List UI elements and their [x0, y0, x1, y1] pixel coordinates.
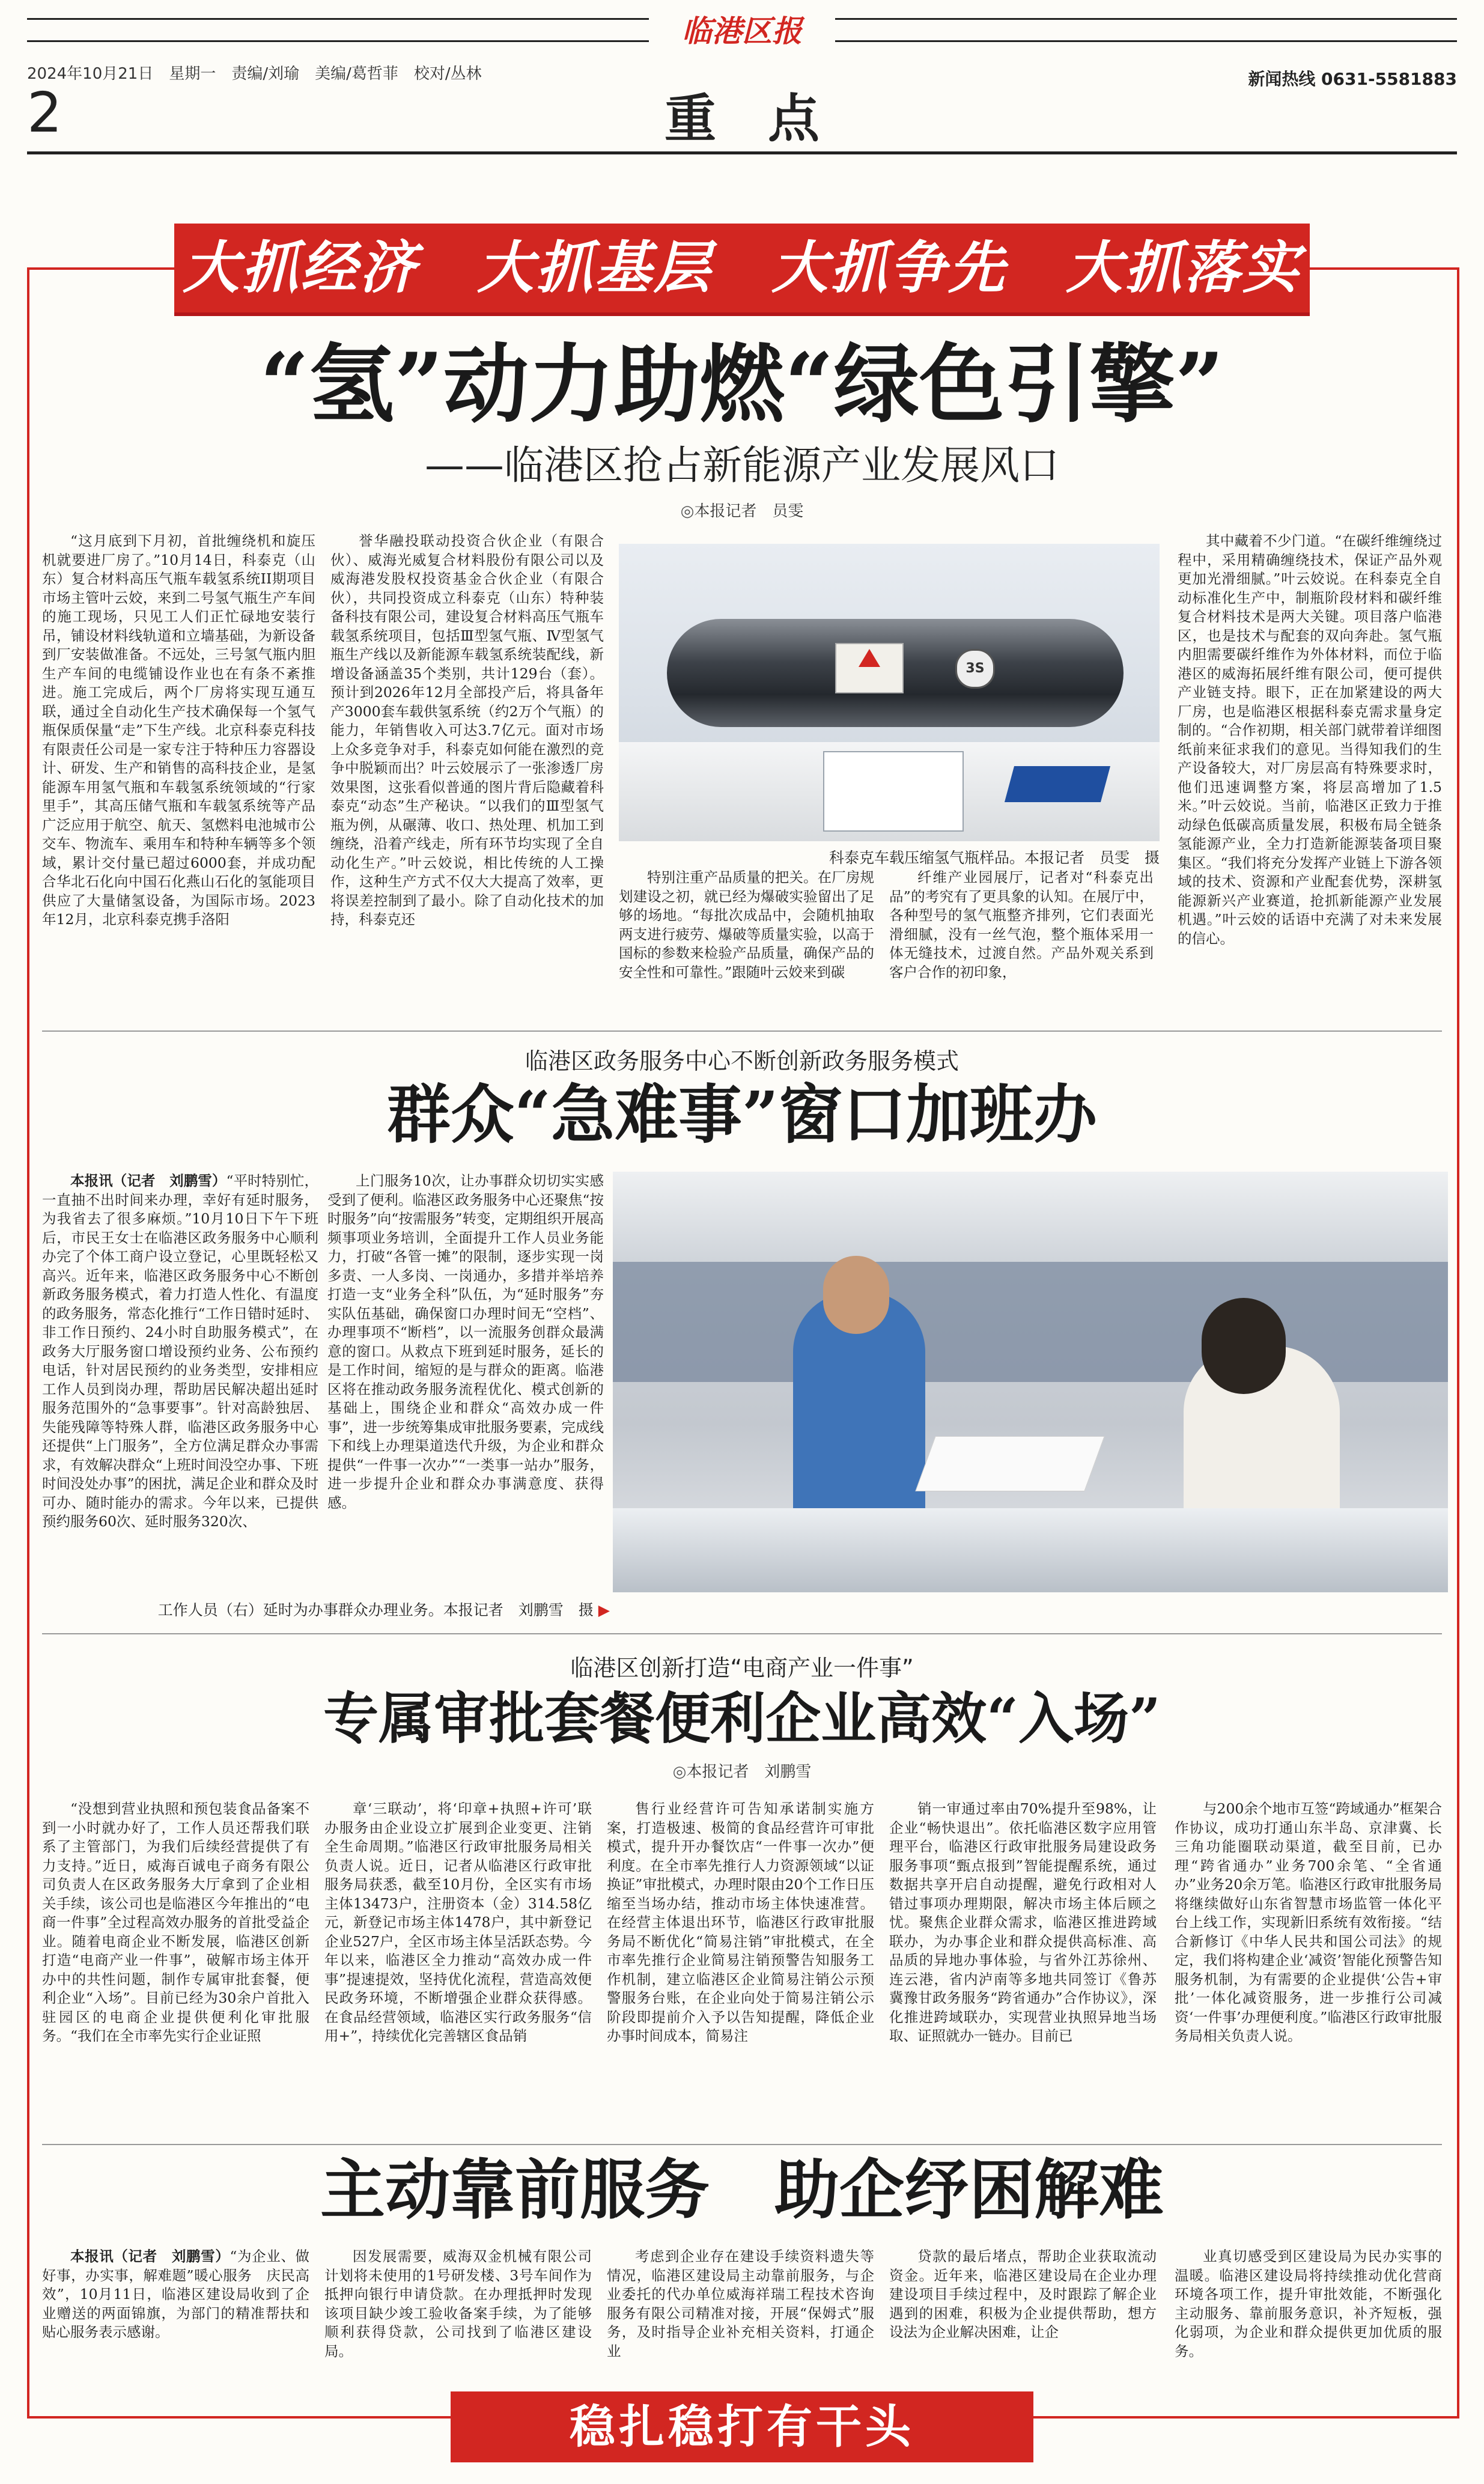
- staff-head: [823, 1256, 889, 1334]
- article1-byline-text: 本报记者 员雯: [694, 502, 804, 520]
- article2-photo-caption-text: 工作人员（右）延时为办事群众办理业务。本报记者 刘鹏雪 摄: [157, 1601, 594, 1619]
- desk-paper: [915, 1436, 1104, 1491]
- triangle-right-icon: ▶: [598, 1601, 610, 1619]
- warning-triangle-icon: [859, 649, 880, 667]
- byline-mark-icon: ◎: [672, 1763, 687, 1781]
- cylinder-3s-tag: 3S: [955, 649, 995, 689]
- cylinder-warning-label: [835, 643, 904, 693]
- top-banner-text: 大抓经济 大抓基层 大抓争先 大抓落实: [182, 235, 1301, 301]
- divider-1: [42, 1030, 1442, 1032]
- article4-col-1-text: “为企业、做好事，办实事，解难题”暖心服务 庆民高效”，10月11日，临港区建设局收到了企业赠送的两面锦旗，为部门的精准帮扶和贴心服务表示感谢。: [42, 2248, 309, 2340]
- page-number: 2: [27, 81, 62, 145]
- top-banner: [174, 224, 1310, 312]
- divider-2: [42, 1633, 1442, 1634]
- article4-col-4: 贷款的最后堵点，帮助企业获取流动资金。近年来，临港区建设局在企业办理建设项目手续过程中，及时跟踪了解企业遇到的困难，积极为企业提供帮助，想方设法为企业解决困难，让企: [889, 2248, 1157, 2340]
- masthead: [0, 0, 1484, 168]
- date-line: 2024年10月21日 星期一 责编/刘瑜 美编/葛哲菲 校对/丛林: [27, 65, 482, 83]
- footer-banner-text: 稳扎稳打有干头: [570, 2400, 914, 2453]
- article4-byline: 本报讯（记者 刘鹏雪）: [70, 2248, 230, 2265]
- article4-col-1: [42, 2247, 309, 2382]
- article1-headline: “氢”动力助燃“绿色引擎”: [260, 335, 1224, 434]
- article1-col-5: 其中藏着不少门道。“在碳纤维缠绕过程中，采用精确缠绕技术，保证产品外观更加光滑细腻。”叶云姣说。在科泰克全自动标准化生产中，制瓶阶段材料和碳纤维复合材料技术是两大关键。项目落户临港区，也是技术与配套的双向奔赴。氢气瓶内胆需要碳纤维作为外体材料，而位于临港区的威海拓展纤维有限公司，便可提供产业链支持。眼下，正在加紧建设的两大厂房，也是临港区根据科泰克需求量身定制的。“合作初期，相关部门就带着详细图纸前来征求我们的意见。当得知我们的生产设备较大，对厂房层高有特殊要求时，他们迅速调整方案，将层高增加了1.5米。”叶云姣说。当前，临港区正致力于推动绿色低碳高质量发展，积极布局全链条氢能源产业，全力打造新能源装备项目聚集区。“我们将充分发挥产业链上下游各领域的技术、资源和产业配套优势，深耕氢能源新兴产业赛道，抢抓新能源产业发展机遇。”叶云姣的话语中充满了对未来发展的信心。: [1178, 532, 1442, 947]
- article3-kicker: 临港区创新打造“电商产业一件事”: [570, 1655, 914, 1681]
- article1-photo-caption: 科泰克车载压缩氢气瓶样品。本报记者 员雯 摄: [829, 849, 1160, 866]
- article3-byline-text: 本报记者 刘鹏雪: [686, 1763, 812, 1781]
- article1-col-3: 特别注重产品质量的把关。在厂房规划建设之初，就已经为爆破实验留出了足够的场地。“每批次成品中，会随机抽取两支进行疲劳、爆破等质量实验，以高于国标的参数来检验产品质量，确保产品的安全性和可靠性。”跟随叶云姣来到碳: [619, 869, 874, 981]
- footer-banner: [451, 2391, 1033, 2462]
- article3-col-3: 售行业经营许可告知承诺制实施方案，打造极速、极简的食品经营许可审批模式，提升开办餐饮店“一件事一次办”便利度。在全市率先推行人力资源领域“以证换证”审批模式，办理时限由20个工作日压缩至当场办结，推动市场主体快速准营。在经营主体退出环节，临港区行政审批服务局不断优化“简易注销”审批模式，在全市率先推行企业简易注销预警告知服务工作机制，建立临港区企业简易注销公示预警服务台账，在企业向处于简易注销公示阶段即提前介入予以告知提醒，降低企业办事时间成本，简易注: [607, 1800, 874, 2044]
- article4-col-3: 考虑到企业存在建设手续资料遗失等情况，临港区建设局主动靠前服务，与企业委托的代办单位威海祥瑞工程技术咨询服务有限公司精准对接，开展“保姆式”服务，及时指导企业补充相关资料，打通企业: [607, 2248, 874, 2360]
- article3-headline: 专属审批套餐便利企业高效“入场”: [323, 1686, 1161, 1751]
- section-title: 重 点: [664, 88, 820, 149]
- masthead-bottom-rule: [27, 151, 1457, 154]
- article3-byline: [0, 1759, 1484, 1782]
- article2-photo: [613, 1172, 1448, 1592]
- article2-headline: 群众“急难事”窗口加班办: [387, 1077, 1097, 1152]
- article1-col-1: “这月底到下月初，首批缠绕机和旋压机就要进厂房了。”10月14日，科泰克（山东）复合材料高压气瓶车载氢系统II期项目市场主管叶云姣，来到二号氢气瓶生产车间的施工现场，只见工人们正忙碌地安装行吊，铺设材料线轨道和立墙基础，为新设备到厂安装做准备。不远处，三号氢气瓶内胆生产车间的电缆铺设作业也在有条不紊推进。施工完成后，两个厂房将实现互通互联，通过全自动化生产技术确保每一个氢气瓶保质保量“走”下生产线。北京科泰克科技有限责任公司是一家专注于特种压力容器设计、研发、生产和销售的高科技企业，是氢能源车用氢气瓶和车载氢系统领域的“行家里手”，其高压储气瓶和车载氢系统等产品广泛应用于航空、航天、氢燃料电池城市公交车、物流车、乘用车和特种车辆等多个领域，累计交付量已超过6000套，并成功配合华北石化向中国石化燕山石化的氢能项目供应了大量储氢设备，为国际市场。2023年12月，北京科泰克携手洛阳: [42, 532, 315, 928]
- office-ceiling: [613, 1172, 1448, 1262]
- article1-col-4: 纤维产业园展厅，记者对“科泰克出品”的考究有了更具象的认知。在展厅中，各种型号的氢气瓶整齐排列，它们表面光滑细腻，没有一丝气泡，整个瓶体采用一体无缝技术，过渡自然。产品外观关系到客户合作的初印象，: [889, 869, 1154, 981]
- brochure: [1005, 766, 1110, 802]
- paper-name: 临港区报: [649, 13, 835, 49]
- service-desk: [613, 1508, 1448, 1592]
- article2-col-1: [42, 1172, 318, 1592]
- article3-col-2: 章‘三联动’，将‘印章+执照+许可’联办服务由企业设立扩展到企业变更、注销全生命周期。”临港区行政审批服务局相关负责人说。近日，记者从临港区行政审批服务局获悉，截至10月份，全区实有市场主体13473户，注册资本（金）314.58亿元，新登记市场主体1478户，其中新登记企业527户，全区市场主体呈活跃态势。今年以来，临港区全力推动“高效办成一件事”提速提效，坚持优化流程，营造高效便民政务环境，不断增强企业群众获得感。在食品经营领域，临港区实行政务服务“信用+”，持续优化完善辖区食品销: [324, 1800, 592, 2044]
- citizen-head: [1202, 1298, 1286, 1394]
- product-placard: [823, 751, 964, 832]
- article1-subheadline: ——临港区抢占新能源产业发展风口: [425, 442, 1059, 489]
- article2-photo-caption: [42, 1598, 610, 1620]
- article3-col-5: 与200余个地市互签“跨域通办”框架合作协议，成功打通山东半岛、京津冀、长三角功能圈联动渠道，截至目前，已办理“跨省通办”业务700余笔、“全省通办”业务20余万笔。临港区行政审批服务局将继续做好山东省智慧市场监管一体化平台上线工作，实现新旧系统有效衔接。“结合新修订《中华人民共和国公司法》的规定，我们将构建企业‘减资’智能化预警告知服务机制，为有需要的企业提供‘公告+审批’一体化减资服务，进一步推行公司减资‘一件事’办理便利度。”临港区行政审批服务局相关负责人说。: [1175, 1800, 1442, 2044]
- article1-photo: [619, 544, 1160, 841]
- article4-col-2: 因发展需要，威海双金机械有限公司计划将未使用的1号研发楼、3号车间作为抵押向银行申请贷款。在办理抵押时发现该项目缺少竣工验收备案手续，为了能够顺利获得贷款，公司找到了临港区建设局。: [324, 2248, 592, 2360]
- article4-headline: 主动靠前服务 助企纾困解难: [320, 2152, 1164, 2228]
- hotline: 新闻热线 0631-5581883: [1248, 69, 1457, 89]
- article3-col-1: “没想到营业执照和预包装食品备案不到一小时就办好了，工作人员还帮我们联系了主管部门，为我们后续经营提供了有力支持。”近日，威海百诚电子商务有限公司负责人在区政务服务大厅拿到了企业相关手续，该公司也是临港区今年推出的“电商一件事”全过程高效办服务的首批受益企业。随着电商企业不断发展，临港区创新打造“电商产业一件事”，破解市场主体开办中的共性问题，制作专属审批套餐，便利企业“入场”。目前已经为30余户首批入驻园区的电商企业提供便利化审批服务。“我们在全市率先实行企业证照: [42, 1800, 309, 2044]
- service-window-wall: [613, 1262, 1448, 1382]
- article1-col-2: 誉华融投联动投资合伙企业（有限合伙）、威海光威复合材料股份有限公司以及威海港发股权投资基金合伙企业（有限合伙），共同投资成立科泰克（山东）特种装备科技有限公司，建设复合材料高压气瓶车载氢系统项目，包括Ⅲ型氢气瓶、Ⅳ型氢气瓶生产线以及新能源车载氢系统装配线，新增设备涵盖35个类别，共计129台（套）。预计到2026年12月全部投产后，将具备年产3000套车载供氢系统（约2万个气瓶）的能力，年销售收入可达3.7亿元。面对市场上众多竞争对手，科泰克如何能在激烈的竞争中脱颖而出？叶云姣展示了一张渗透厂房效果图，这张看似普通的图片背后隐藏着科泰克“动态”生产秘诀。“以我们的Ⅲ型氢气瓶为例，从碾薄、收口、热处理、机加工到缠绕，沿着产线走，所有环节均实现了全自动化生产。”叶云姣说，相比传统的人工操作，这种生产方式不仅大大提高了效率，更将误差控制到了最小。除了自动化技术的加持，科泰克还: [330, 532, 604, 928]
- article2-col-1-text: “平时特别忙，一直抽不出时间来办理，幸好有延时服务，为我省去了很多麻烦。”10月10日下午下班后，市民王女士在临港区政务服务中心顺利办完了个体工商户设立登记，心里既轻松又高兴。近年来，临港区政务服务中心不断创新政务服务模式，着力打造人性化、有温度的政务服务，常态化推行“工作日错时延时、非工作日预约、24小时自助服务模式”，在政务大厅服务窗口增设预约业务、公布预约电话，针对居民预约的业务类型，安排相应工作人员到岗办理，帮助居民解决超出延时服务范围外的“急事要事”。针对高龄独居、失能残障等特殊人群，临港区政务服务中心还提供“上门服务”，全方位满足群众办事需求，有效解决群众“上班时间没空办事、下班时间没处办事”的困扰，满足企业和群众及时可办、随时能办的需求。今年以来，已提供预约服务60次、延时服务320次、: [42, 1172, 318, 1530]
- article4-col-5: 业真切感受到区建设局为民办实事的温暖。临港区建设局将持续推动优化营商环境各项工作，提升审批效能，不断强化主动服务、靠前服务意识，补齐短板，强化弱项，为企业和群众提供更加优质的服务。: [1175, 2248, 1442, 2360]
- article1-byline: [0, 499, 1484, 521]
- article2-col-2: 上门服务10次，让办事群众切切实实感受到了便利。临港区政务服务中心还聚焦“按时服务”向“按需服务”转变，定期组织开展高频事项业务培训，全面提升工作人员业务能力，打破“各管一摊”的限制，逐步实现一岗多责、一人多岗、一岗通办，多措并举培养打造一支“业务全科”队伍，为“延时服务”夯实队伍基础，确保窗口办理时间无“空档”、办理事项不“断档”，以一流服务创群众最满意的窗口。从救点下班到延时服务，延长的是工作时间，缩短的是与群众的距离。临港区将在推动政务服务流程优化、模式创新的基础上，围绕企业和群众“高效办成一件事”，进一步统筹集成审批服务要素，完成线下和线上办理渠道迭代升级，为企业和群众提供“一件事一次办”“一类事一站办”服务，进一步提升企业和群众办事满意度、获得感。: [327, 1172, 604, 1511]
- byline-mark-icon: ◎: [680, 502, 695, 520]
- article3-col-4: 销一审通过率由70%提升至98%，让企业“畅快退出”。依托临港区数字应用管理平台，临港区行政审批服务局建设政务服务事项“甄点报到”智能提醒系统，通过数据共享开启自动提醒，避免行政相对人错过事项办理期限，解决市场主体后顾之忧。聚焦企业群众需求，临港区推进跨域联办，为办事企业和群众提供高标准、高品质的异地办事体验，与省外江苏徐州、连云港，省内泸南等多地共同签订《鲁苏冀豫甘政务服务“跨省通办”合作协议》，深化推进跨域联办，实现营业执照异地当场取、证照就办一链办。目前已: [889, 1800, 1157, 2044]
- article2-kicker: 临港区政务服务中心不断创新政务服务模式: [525, 1048, 959, 1074]
- article2-byline: 本报讯（记者 刘鹏雪）: [70, 1172, 227, 1189]
- divider-3: [42, 2144, 1442, 2145]
